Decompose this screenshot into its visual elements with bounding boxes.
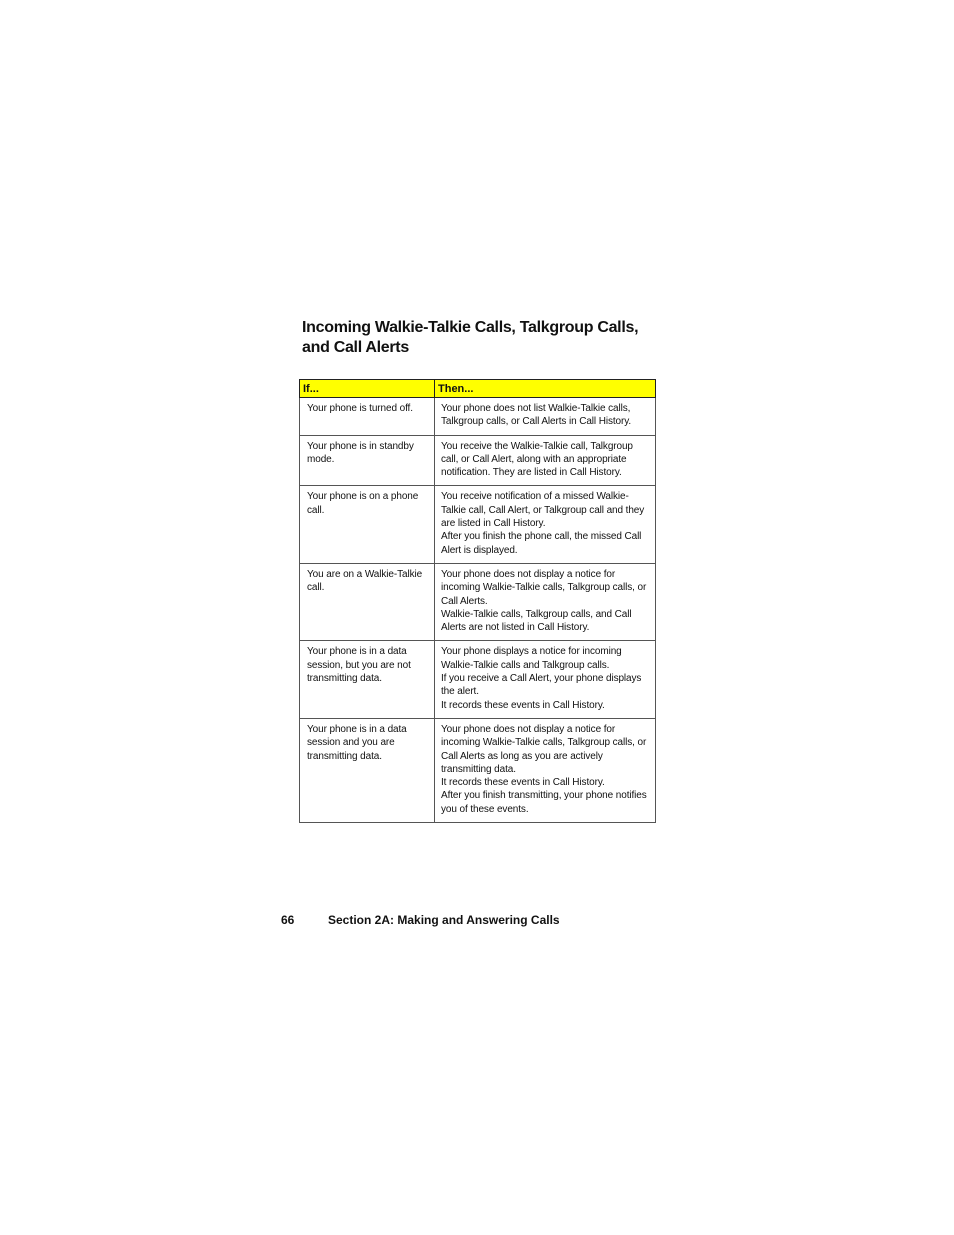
- header-then: Then...: [435, 380, 656, 398]
- then-line: After you finish the phone call, the missed Call Alert is displayed.: [441, 531, 642, 556]
- if-cell: Your phone is in a data session, but you are not transmitting data.: [300, 641, 435, 718]
- then-cell: [435, 486, 656, 563]
- then-cell: [435, 718, 656, 822]
- then-line: It records these events in Call History.: [441, 699, 605, 711]
- then-line: Your phone does not display a notice for incoming Walkie-Talkie calls, Talkgroup calls, or Call Alerts.: [441, 568, 647, 607]
- if-cell: Your phone is in standby mode.: [300, 435, 435, 486]
- table-row: [300, 641, 656, 718]
- then-line: It records these events in Call History.: [441, 777, 605, 789]
- call-behavior-table: [299, 379, 656, 823]
- then-line: Your phone does not list Walkie-Talkie calls, Talkgroup calls, or Call Alerts in Call History.: [441, 403, 632, 428]
- table-header-row: [300, 380, 656, 398]
- then-cell: [435, 563, 656, 640]
- then-cell: [435, 398, 656, 436]
- page-number: 66: [281, 913, 295, 927]
- then-line: Your phone does not display a notice for incoming Walkie-Talkie calls, Talkgroup calls, or Call Alerts as long as you are actively transmitting data.: [441, 723, 647, 775]
- header-if: If...: [300, 380, 435, 398]
- section-heading: Incoming Walkie-Talkie Calls, Talkgroup Calls, and Call Alerts: [302, 319, 639, 356]
- then-cell: [435, 435, 656, 486]
- then-line: Walkie-Talkie calls, Talkgroup calls, and Call Alerts are not listed in Call History.: [441, 608, 632, 634]
- then-line: If you receive a Call Alert, your phone displays the alert.: [441, 673, 642, 698]
- footer-section-title: Section 2A: Making and Answering Calls: [328, 913, 560, 927]
- then-line: You receive the Walkie-Talkie call, Talkgroup call, or Call Alert, along with an appropriate notification. They are listed in Call History.: [441, 440, 633, 479]
- if-cell: Your phone is on a phone call.: [300, 486, 435, 563]
- then-line: After you finish transmitting, your phone notifies you of these events.: [441, 790, 647, 815]
- then-line: You receive notification of a missed Walkie-Talkie call, Call Alert, or Talkgroup call and they are listed in Call History.: [441, 491, 645, 530]
- then-cell: [435, 641, 656, 718]
- table-row: [300, 486, 656, 563]
- if-cell: Your phone is in a data session and you are transmitting data.: [300, 718, 435, 822]
- table-row: [300, 563, 656, 640]
- if-cell: You are on a Walkie-Talkie call.: [300, 563, 435, 640]
- then-line: Your phone displays a notice for incoming Walkie-Talkie calls and Talkgroup calls.: [441, 646, 622, 671]
- if-cell: Your phone is turned off.: [300, 398, 435, 436]
- table-row: [300, 398, 656, 436]
- table-row: [300, 435, 656, 486]
- table-row: [300, 718, 656, 822]
